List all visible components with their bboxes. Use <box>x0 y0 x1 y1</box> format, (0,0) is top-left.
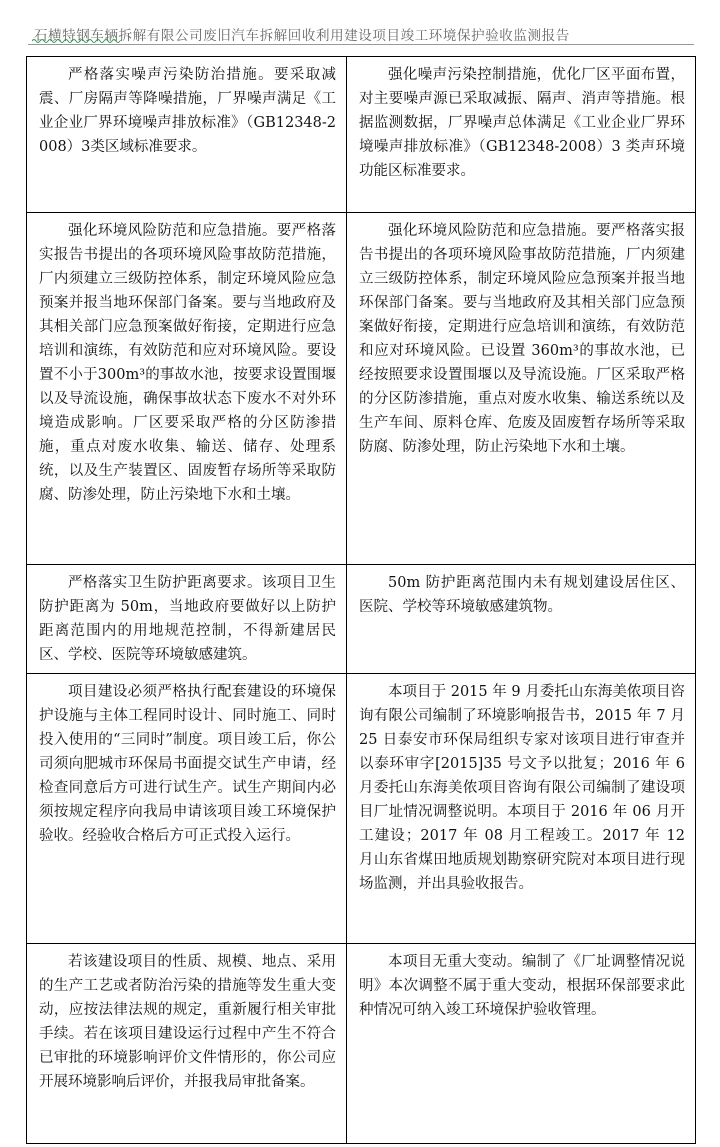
requirement-text: 强化环境风险防范和应急措施。要严格落实报告书提出的各项环境风险事故防范措施，厂内须建立三级防控体系，制定环境风险应急预案并报当地环保部门备案。要与当地政府及其相关部门应急预案做好衔接，定期进行应急培训和演练，有效防范和应对环境风险。要设置不小于300m³的事故水池，按要求设置围堰以及导流设施，确保事故状态下废水不对外环境造成影响。厂区要采取严格的分区防渗措施，重点对废水收集、输送、储存、处理系统，以及生产装置区、固废暂存场所等采取防腐、防渗处理，防止污染地下水和土壤。 <box>39 223 336 503</box>
table-row <box>27 57 696 213</box>
header-rule <box>28 44 694 45</box>
implementation-cell <box>347 213 696 565</box>
requirement-text: 若该建设项目的性质、规模、地点、采用的生产工艺或者防治污染的措施等发生重大变动，应按法律法规的规定，重新履行相关审批手续。若在该项目建设运行过程中产生不符合已审批的环境影响评价文件情形的，你公司应开展环境影响后评价，并报我局审批备案。 <box>39 954 336 1090</box>
acceptance-table <box>26 56 696 1144</box>
requirement-cell <box>27 213 347 565</box>
table-row <box>27 674 696 944</box>
implementation-text: 本项目于 2015 年 9 月委托山东海美侬项目咨询有限公司编制了环境影响报告书，2015 年 7 月 25 日泰安市环保局组织专家对该项目进行审查并以泰环审字[2015]35 号文予以批复；2016 年 6 月委托山东海美侬项目咨询有限公司编制了建设项目厂址情况调整说明。本项目于 2016 年 06 月开工建设；2017 年 08 月工程竣工。2017 年 12 月山东省煤田地质规划勘察研究院对本项目进行现场监测，并出具验收报告。 <box>359 684 685 892</box>
implementation-text: 本项目无重大变动。编制了《厂址调整情况说明》本次调整不属于重大变动，根据环保部要求此种情况可纳入竣工环境保护验收管理。 <box>359 954 685 1018</box>
requirement-text: 项目建设必须严格执行配套建设的环境保护设施与主体工程同时设计、同时施工、同时投入使用的“三同时”制度。项目竣工后，你公司须向肥城市环保局书面提交试生产申请，经检查同意后方可进行试生产。试生产期间内必须按规定程序向我局申请该项目竣工环境保护验收。经验收合格后方可正式投入运行。 <box>39 684 336 844</box>
table-row <box>27 944 696 1144</box>
implementation-cell <box>347 674 696 944</box>
requirement-cell <box>27 674 347 944</box>
implementation-cell <box>347 944 696 1144</box>
implementation-text: 50m 防护距离范围内未有规划建设居住区、医院、学校等环境敏感建筑物。 <box>359 575 685 615</box>
requirement-cell <box>27 57 347 213</box>
implementation-cell <box>347 565 696 674</box>
requirement-text: 严格落实卫生防护距离要求。该项目卫生防护距离为 50m，当地政府要做好以上防护距离范围内的用地规范控制，不得新建居民区、学校、医院等环境敏感建筑。 <box>39 575 336 663</box>
requirement-text: 严格落实噪声污染防治措施。要采取减震、厂房隔声等降噪措施，厂界噪声满足《工业企业厂界环境噪声排放标准》（GB12348-2008）3类区域标准要求。 <box>39 67 336 155</box>
table-row <box>27 213 696 565</box>
requirement-cell <box>27 565 347 674</box>
implementation-cell <box>347 57 696 213</box>
report-title: 石横特钢车辆拆解有限公司废旧汽车拆解回收利用建设项目竣工环境保护验收监测报告 <box>34 28 570 44</box>
implementation-text: 强化环境风险防范和应急措施。要严格落实报告书提出的各项环境风险事故防范措施，厂内须建立三级防控体系，制定环境风险应急预案并报当地环保部门备案。要与当地政府及其相关部门应急预案做好衔接，定期进行应急培训和演练，有效防范和应对环境风险。已设置 360m³的事故水池，已经按照要求设置围堰以及导流设施。厂区采取严格的分区防渗措施，重点对废水收集、输送系统以及生产车间、原料仓库、危废及固废暂存场所等采取防腐、防渗处理，防止污染地下水和土壤。 <box>359 223 685 455</box>
implementation-text: 强化噪声污染控制措施，优化厂区平面布置，对主要噪声源已采取减振、隔声、消声等措施。根据监测数据，厂界噪声总体满足《工业企业厂界环境噪声排放标准》（GB12348-2008）3 类声环境功能区标准要求。 <box>359 67 685 179</box>
requirement-cell <box>27 944 347 1144</box>
page-header <box>0 0 720 50</box>
table-row <box>27 565 696 674</box>
